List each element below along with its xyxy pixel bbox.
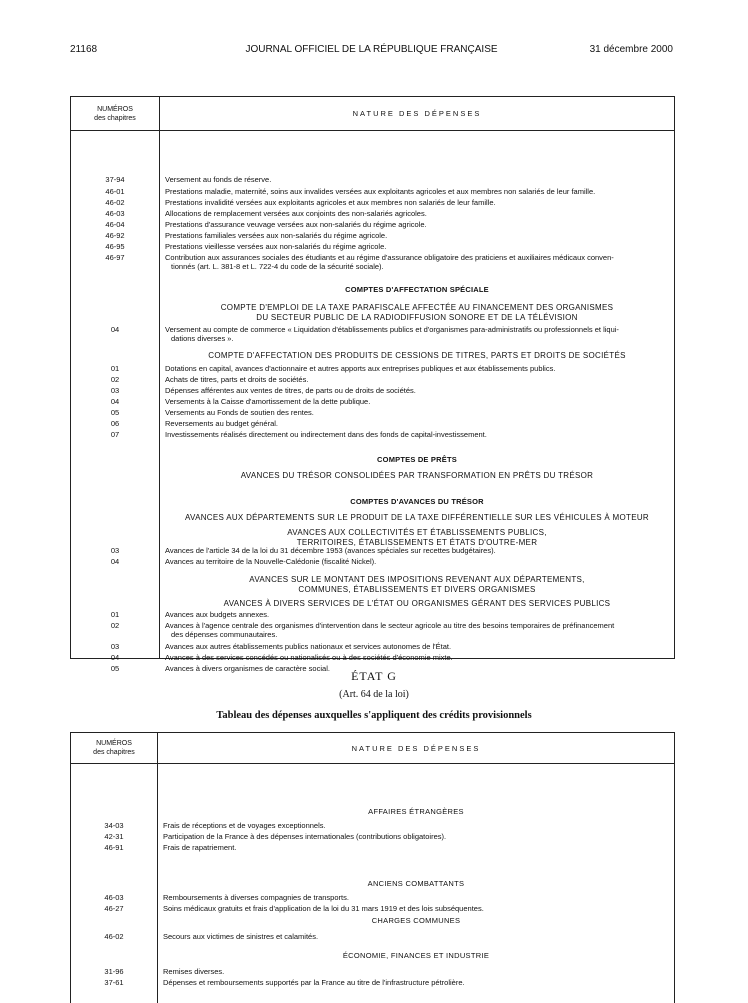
heading-line: AVANCES SUR LE MONTANT DES IMPOSITIONS REVENANT AUX DÉPARTEMENTS, [249, 575, 585, 584]
description-line: Remises diverses. [163, 967, 225, 976]
column-header-numbers [71, 97, 159, 130]
expense-description [165, 375, 308, 384]
expense-description [163, 843, 236, 852]
description-line: Prestations familiales versées aux non-salariés du régime agricole. [165, 231, 388, 240]
chapter-number: 07 [110, 430, 120, 439]
description-line: Versements à la Caisse d'amortissement de la dette publique. [165, 397, 371, 406]
description-line: Avances de l'article 34 de la loi du 31 décembre 1953 (avances spéciales sur recettes budgétaires). [165, 546, 496, 555]
expense-description [165, 546, 496, 555]
description-line: Avances aux budgets annexes. [165, 610, 270, 619]
chapter-number: 37-61 [104, 978, 124, 987]
expense-description [165, 653, 453, 662]
chapter-number: 05 [110, 664, 120, 673]
heading-line: AVANCES AUX DÉPARTEMENTS SUR LE PRODUIT DE LA TAXE DIFFÉRENTIELLE SUR LES VÉHICULES À MOTEUR [184, 513, 649, 522]
description-line: Avances à divers organismes de caractère social. [165, 664, 330, 673]
etat-subtitle: (Art. 64 de la loi) [339, 689, 409, 700]
account-heading [160, 575, 674, 595]
description-line: Allocations de remplacement versées aux conjoints des non-salariés agricoles. [165, 209, 427, 218]
heading-line: COMPTE D'EMPLOI DE LA TAXE PARAFISCALE AFFECTÉE AU FINANCEMENT DES ORGANISMES [220, 303, 614, 312]
journal-title: JOURNAL OFFICIEL DE LA RÉPUBLIQUE FRANÇAISE [245, 44, 498, 55]
description-line: Prestations maladie, maternité, soins aux invalides versées aux exploitants agricoles et aux membres non salariés de leur famille. [165, 187, 596, 196]
chapter-number: 46-03 [105, 209, 125, 218]
etat-heading: Tableau des dépenses auxquelles s'appliquent des crédits provisionnels [216, 710, 532, 721]
account-heading [160, 351, 674, 361]
description-line: Frais de réceptions et de voyages exceptionnels. [163, 821, 326, 830]
chapter-number: 01 [110, 610, 120, 619]
col1-line1: NUMÉROS [97, 105, 133, 113]
col1-line2: des chapitres [93, 749, 135, 756]
expense-description [163, 967, 224, 976]
heading-line: COMMUNES, ÉTABLISSEMENTS ET DIVERS ORGANISMES [298, 585, 536, 594]
chapter-number: 46-03 [104, 893, 124, 902]
chapter-number: 46-92 [105, 231, 125, 240]
expenses-table-2 [70, 732, 675, 1003]
expense-description [165, 642, 451, 651]
chapter-number: 02 [110, 375, 120, 384]
expense-description [165, 175, 271, 184]
chapter-number: 46-95 [105, 242, 125, 251]
expense-description [165, 198, 496, 207]
column-header-nature: NATURE DES DÉPENSES [352, 109, 482, 118]
expense-description [165, 621, 614, 639]
expense-description [165, 610, 269, 619]
chapter-number: 46-91 [104, 843, 124, 852]
chapter-number: 02 [110, 621, 120, 630]
chapter-number: 42-31 [104, 832, 124, 841]
account-heading [160, 528, 674, 548]
section-heading: COMPTES DE PRÊTS [377, 455, 457, 464]
description-line: Avances à des services concédés ou nationalisés ou à des sociétés d'économie mixte. [165, 653, 453, 662]
chapter-number: 46-02 [105, 198, 125, 207]
description-line: Versements au Fonds de soutien des rentes. [165, 408, 314, 417]
expense-description [165, 242, 386, 251]
expense-description [165, 386, 416, 395]
ministry-heading: ANCIENS COMBATTANTS [367, 879, 465, 888]
expense-description [163, 821, 326, 830]
description-line: Avances au territoire de la Nouvelle-Calédonie (fiscalité Nickel). [165, 557, 377, 566]
expense-description [165, 364, 555, 373]
chapter-number: 03 [110, 546, 120, 555]
page-header [70, 44, 673, 58]
chapter-number: 46-01 [105, 187, 125, 196]
description-line: Participation de la France à des dépenses internationales (contributions obligatoires). [163, 832, 447, 841]
chapter-number: 46-97 [105, 253, 125, 262]
expenses-table-1 [70, 96, 675, 673]
heading-line: AVANCES À DIVERS SERVICES DE L'ÉTAT OU ORGANISMES GÉRANT DES SERVICES PUBLICS [223, 599, 611, 608]
chapter-number: 06 [110, 419, 120, 428]
page-number: 21168 [70, 44, 98, 55]
expense-description [165, 557, 376, 566]
description-line: Dotations en capital, avances d'actionnaire et autres apports aux entreprises publiques et aux établissements publics. [165, 364, 556, 373]
expense-description [165, 430, 487, 439]
column-header-nature: NATURE DES DÉPENSES [351, 743, 481, 753]
description-line: Secours aux victimes de sinistres et calamités. [163, 932, 319, 941]
description-line: Remboursements à diverses compagnies de transports. [163, 893, 349, 902]
account-heading [160, 599, 674, 609]
expense-description [165, 209, 427, 218]
account-heading [160, 303, 674, 323]
section-heading: COMPTES D'AFFECTATION SPÉCIALE [345, 285, 489, 294]
chapter-number: 04 [110, 325, 120, 334]
ministry-heading: CHARGES COMMUNES [371, 916, 461, 925]
description-line: Dépenses et remboursements supportés par la France au titre de l'infrastructure pétrolière. [163, 978, 465, 987]
description-line: Prestations invalidité versées aux exploitants agricoles et aux membres non salariés de leur famille. [165, 198, 496, 207]
expense-description [165, 253, 614, 271]
col1-line2: des chapitres [94, 114, 136, 122]
description-line: Versement au compte de commerce « Liquidation d'établissements publics et d'organismes para-administratifs ou professionnels et liqui- [165, 325, 619, 334]
expense-description [163, 893, 349, 902]
heading-line: DU SECTEUR PUBLIC DE LA RADIODIFFUSION SONORE ET DE LA TÉLÉVISION [256, 313, 578, 322]
description-line: Achats de titres, parts et droits de sociétés. [165, 375, 309, 384]
issue-date: 31 décembre 2000 [589, 44, 673, 55]
heading-line: COMPTE D'AFFECTATION DES PRODUITS DE CESSIONS DE TITRES, PARTS ET DROITS DE SOCIÉTÉS [208, 351, 626, 360]
chapter-number: 03 [110, 642, 120, 651]
description-line: Frais de rapatriement. [163, 843, 237, 852]
description-line: dations diverses ». [171, 334, 234, 343]
expense-description [165, 397, 370, 406]
description-line: des dépenses communautaires. [171, 630, 278, 639]
section-heading: COMPTES D'AVANCES DU TRÉSOR [350, 497, 484, 506]
expense-description [165, 408, 314, 417]
heading-line: AVANCES AUX COLLECTIVITÉS ET ÉTABLISSEMENTS PUBLICS, [287, 528, 547, 537]
chapter-number: 04 [110, 397, 120, 406]
chapter-number: 31-96 [104, 967, 124, 976]
description-line: Investissements réalisés directement ou indirectement dans des fonds de capital-investissement. [165, 430, 487, 439]
description-line: Soins médicaux gratuits et frais d'application de la loi du 31 mars 1919 et des lois subséquentes. [163, 904, 484, 913]
heading-line: TERRITOIRES, ÉTABLISSEMENTS ET ÉTATS D'OUTRE-MER [296, 538, 538, 547]
ministry-heading: AFFAIRES ÉTRANGÈRES [368, 807, 464, 816]
expense-description [165, 325, 619, 343]
chapter-number: 46-02 [104, 932, 124, 941]
chapter-number: 03 [110, 386, 120, 395]
col1-line1: NUMÉROS [96, 740, 132, 747]
description-line: Prestations d'assurance veuvage versées aux non-salariés du régime agricole. [165, 220, 427, 229]
expense-description [163, 832, 446, 841]
description-line: Avances à l'agence centrale des organismes d'intervention dans le secteur agricole au titre des besoins temporaires de préfinancement [165, 621, 615, 630]
chapter-number: 46-27 [104, 904, 124, 913]
description-line: Avances aux autres établissements publics nationaux et services autonomes de l'État. [165, 642, 452, 651]
description-line: Dépenses afférentes aux ventes de titres, de parts ou de droits de sociétés. [165, 386, 416, 395]
table-header [71, 97, 674, 131]
description-line: Versement au fonds de réserve. [165, 175, 272, 184]
description-line: Reversements au budget général. [165, 419, 278, 428]
description-line: Contribution aux assurances sociales des étudiants et au régime d'assurance obligatoire des praticiens et auxiliaires médicaux conven- [165, 253, 614, 262]
description-line: Prestations vieillesse versées aux non-salariés du régime agricole. [165, 242, 387, 251]
chapter-number: 01 [110, 364, 120, 373]
chapter-number: 37-94 [105, 175, 125, 184]
chapter-number: 04 [110, 653, 120, 662]
expense-description [163, 978, 465, 987]
description-line: tionnés (art. L. 381-8 et L. 722-4 du code de la sécurité sociale). [171, 262, 384, 271]
expense-description [163, 904, 484, 913]
expense-description [163, 932, 318, 941]
chapter-number: 04 [110, 557, 120, 566]
chapter-number: 34-03 [104, 821, 124, 830]
chapter-number: 46-04 [105, 220, 125, 229]
expense-description [165, 231, 387, 240]
ministry-heading: ÉCONOMIE, FINANCES ET INDUSTRIE [342, 951, 490, 960]
account-heading [160, 513, 674, 523]
etat-title: ÉTAT G [351, 669, 397, 683]
chapter-number: 05 [110, 408, 120, 417]
heading-line: AVANCES DU TRÉSOR CONSOLIDÉES PAR TRANSFORMATION EN PRÊTS DU TRÉSOR [240, 471, 594, 480]
table-header [71, 733, 674, 764]
expense-description [165, 419, 278, 428]
expense-description [165, 187, 595, 196]
account-heading [160, 471, 674, 481]
column-header-numbers [71, 733, 157, 763]
expense-description [165, 220, 427, 229]
